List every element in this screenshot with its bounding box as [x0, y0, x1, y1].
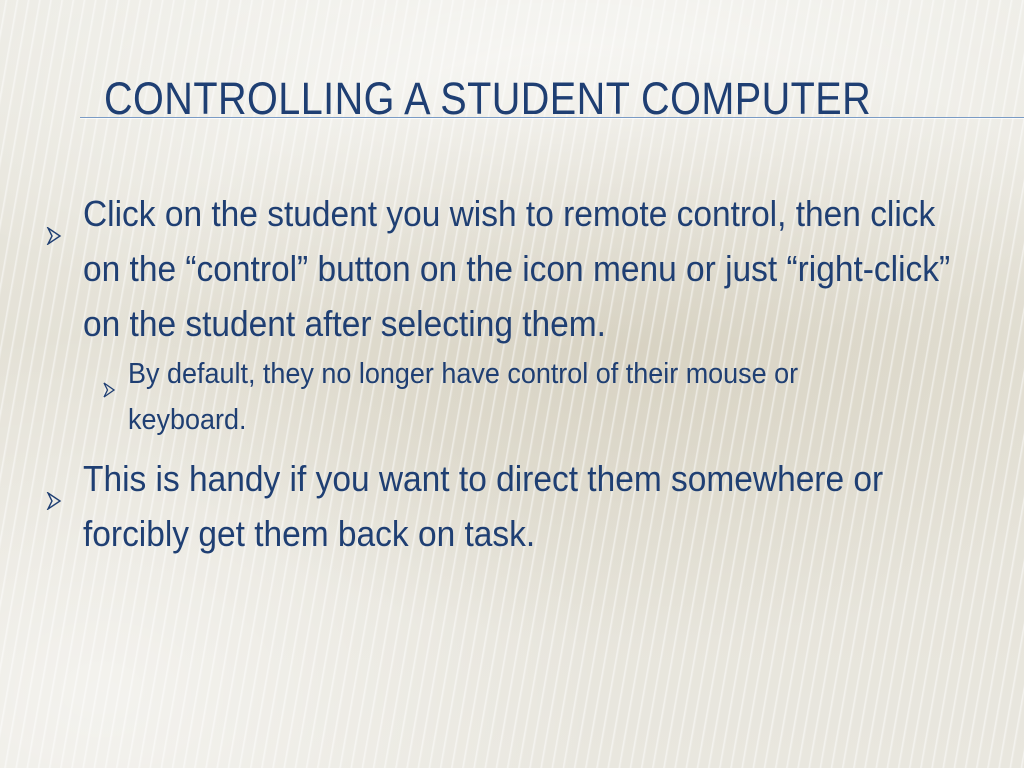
bullet-item-1: [46, 186, 1006, 351]
bullet-list: [46, 186, 1006, 561]
bullet-item-1-sub-1: [102, 351, 1006, 443]
chevron-right-outline-icon: [102, 366, 116, 412]
bullet-text: By default, they no longer have control of their mouse or keyboard.: [128, 358, 799, 436]
chevron-right-outline-icon: [46, 205, 62, 260]
slide-title: CONTROLLING A STUDENT COMPUTER: [104, 73, 872, 124]
bullet-item-2: [46, 451, 1006, 561]
bullet-text: This is handy if you want to direct them somewhere or forcibly get them back on task.: [83, 458, 884, 554]
spacer: [46, 443, 1006, 451]
bullet-text: Click on the student you wish to remote control, then click on the “control” button on the icon menu or just “right-click” on the student after selecting them.: [83, 193, 951, 344]
chevron-right-outline-icon: [46, 470, 62, 525]
